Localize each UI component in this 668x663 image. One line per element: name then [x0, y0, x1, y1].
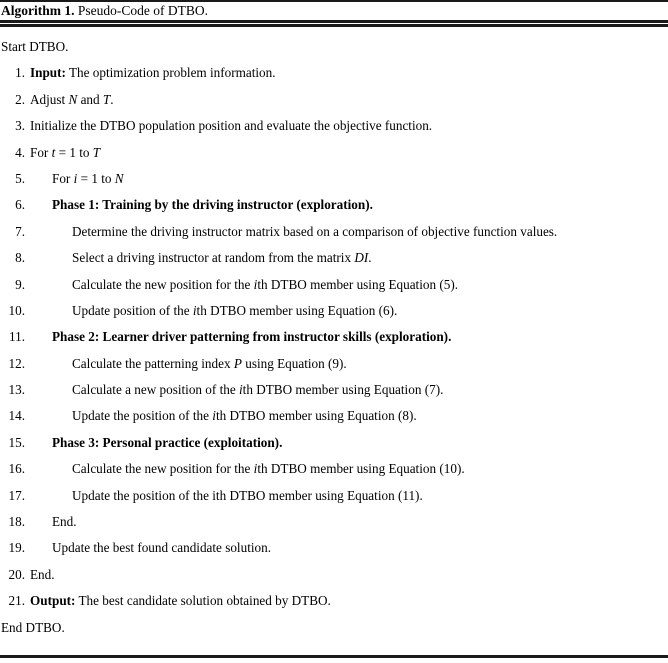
step-number: 12. [8, 355, 25, 371]
step-keyword: Input: [30, 65, 66, 81]
step-number: 17. [8, 487, 25, 503]
bottom-rule [0, 655, 668, 658]
step-text: End. [30, 566, 55, 582]
step-number: 15. [8, 434, 25, 450]
algorithm-step [0, 377, 668, 403]
step-number: 5. [15, 170, 25, 186]
step-number: 11. [9, 329, 25, 345]
step-text [52, 324, 451, 350]
step-number: 7. [15, 223, 25, 239]
algorithm-step [0, 87, 668, 113]
step-keyword: Output: [30, 593, 76, 609]
step-text [30, 60, 276, 86]
algorithm-step [0, 403, 668, 429]
step-body-text: The best candidate solution obtained by DTBO. [75, 593, 331, 609]
end-line: End DTBO. [1, 619, 65, 635]
step-number: 19. [8, 540, 25, 556]
step-text [52, 192, 373, 218]
step-phase-heading: Phase 2: Learner driver patterning from instructor skills (exploration). [52, 329, 452, 345]
step-text: Update the position of the ith DTBO member using Equation (8). [72, 408, 417, 424]
step-number: 18. [8, 514, 25, 530]
algorithm-step [0, 562, 668, 588]
algorithm-step [0, 113, 668, 139]
step-text: End. [52, 514, 77, 530]
algorithm-step [0, 535, 668, 561]
step-text: Adjust N and T. [30, 91, 114, 107]
step-text: Calculate the patterning index P using Equation (9). [72, 355, 347, 371]
step-text: Select a driving instructor at random from the matrix DI. [72, 250, 372, 266]
step-number: 16. [8, 461, 25, 477]
algorithm-label: Algorithm 1. [1, 3, 75, 18]
step-phase-heading: Phase 1: Training by the driving instructor (exploration). [52, 197, 373, 213]
algorithm-step [0, 588, 668, 614]
algorithm-step [0, 456, 668, 482]
step-number: 21. [8, 593, 25, 609]
step-text: For t = 1 to T [30, 144, 101, 160]
step-text: Calculate a new position of the ith DTBO member using Equation (7). [72, 382, 444, 398]
algorithm-step [0, 192, 668, 218]
algorithm-step [0, 351, 668, 377]
step-text: Calculate the new position for the ith DTBO member using Equation (10). [72, 461, 465, 477]
start-line: Start DTBO. [1, 39, 69, 54]
step-text [30, 588, 331, 614]
algorithm-step [0, 272, 668, 298]
algorithm-step [0, 219, 668, 245]
step-text: Update the best found candidate solution. [52, 540, 272, 556]
step-number: 4. [15, 144, 25, 160]
algorithm-step [0, 430, 668, 456]
step-number: 3. [15, 118, 25, 134]
step-number: 1. [15, 65, 25, 81]
steps-list [0, 60, 668, 614]
step-number: 8. [15, 250, 25, 266]
algorithm-step [0, 245, 668, 271]
step-number: 14. [8, 408, 25, 424]
algorithm-body [0, 27, 668, 641]
algorithm-step [0, 324, 668, 350]
step-text: For i = 1 to N [52, 170, 124, 186]
step-text: Update position of the ith DTBO member using Equation (6). [72, 302, 398, 318]
step-body-text: The optimization problem information. [65, 65, 276, 81]
step-text: Calculate the new position for the ith DTBO member using Equation (5). [72, 276, 459, 292]
algorithm-step [0, 509, 668, 535]
step-text: Determine the driving instructor matrix based on a comparison of objective function values. [72, 223, 558, 239]
step-number: 13. [8, 382, 25, 398]
step-number: 20. [8, 566, 25, 582]
step-number: 6. [15, 197, 25, 213]
step-number: 9. [15, 276, 25, 292]
algorithm-step [0, 298, 668, 324]
step-number: 2. [15, 91, 25, 107]
algorithm-step [0, 60, 668, 86]
step-text: Initialize the DTBO population position and evaluate the objective function. [30, 118, 433, 134]
algorithm-step [0, 166, 668, 192]
algorithm-header [0, 2, 668, 20]
step-text [52, 430, 282, 456]
step-text: Update the position of the ith DTBO member using Equation (11). [72, 487, 423, 503]
step-phase-heading: Phase 3: Personal practice (exploitation). [52, 434, 283, 450]
algorithm-step [0, 140, 668, 166]
step-number: 10. [8, 302, 25, 318]
algorithm-step [0, 483, 668, 509]
algorithm-caption: Pseudo-Code of DTBO. [74, 3, 208, 18]
